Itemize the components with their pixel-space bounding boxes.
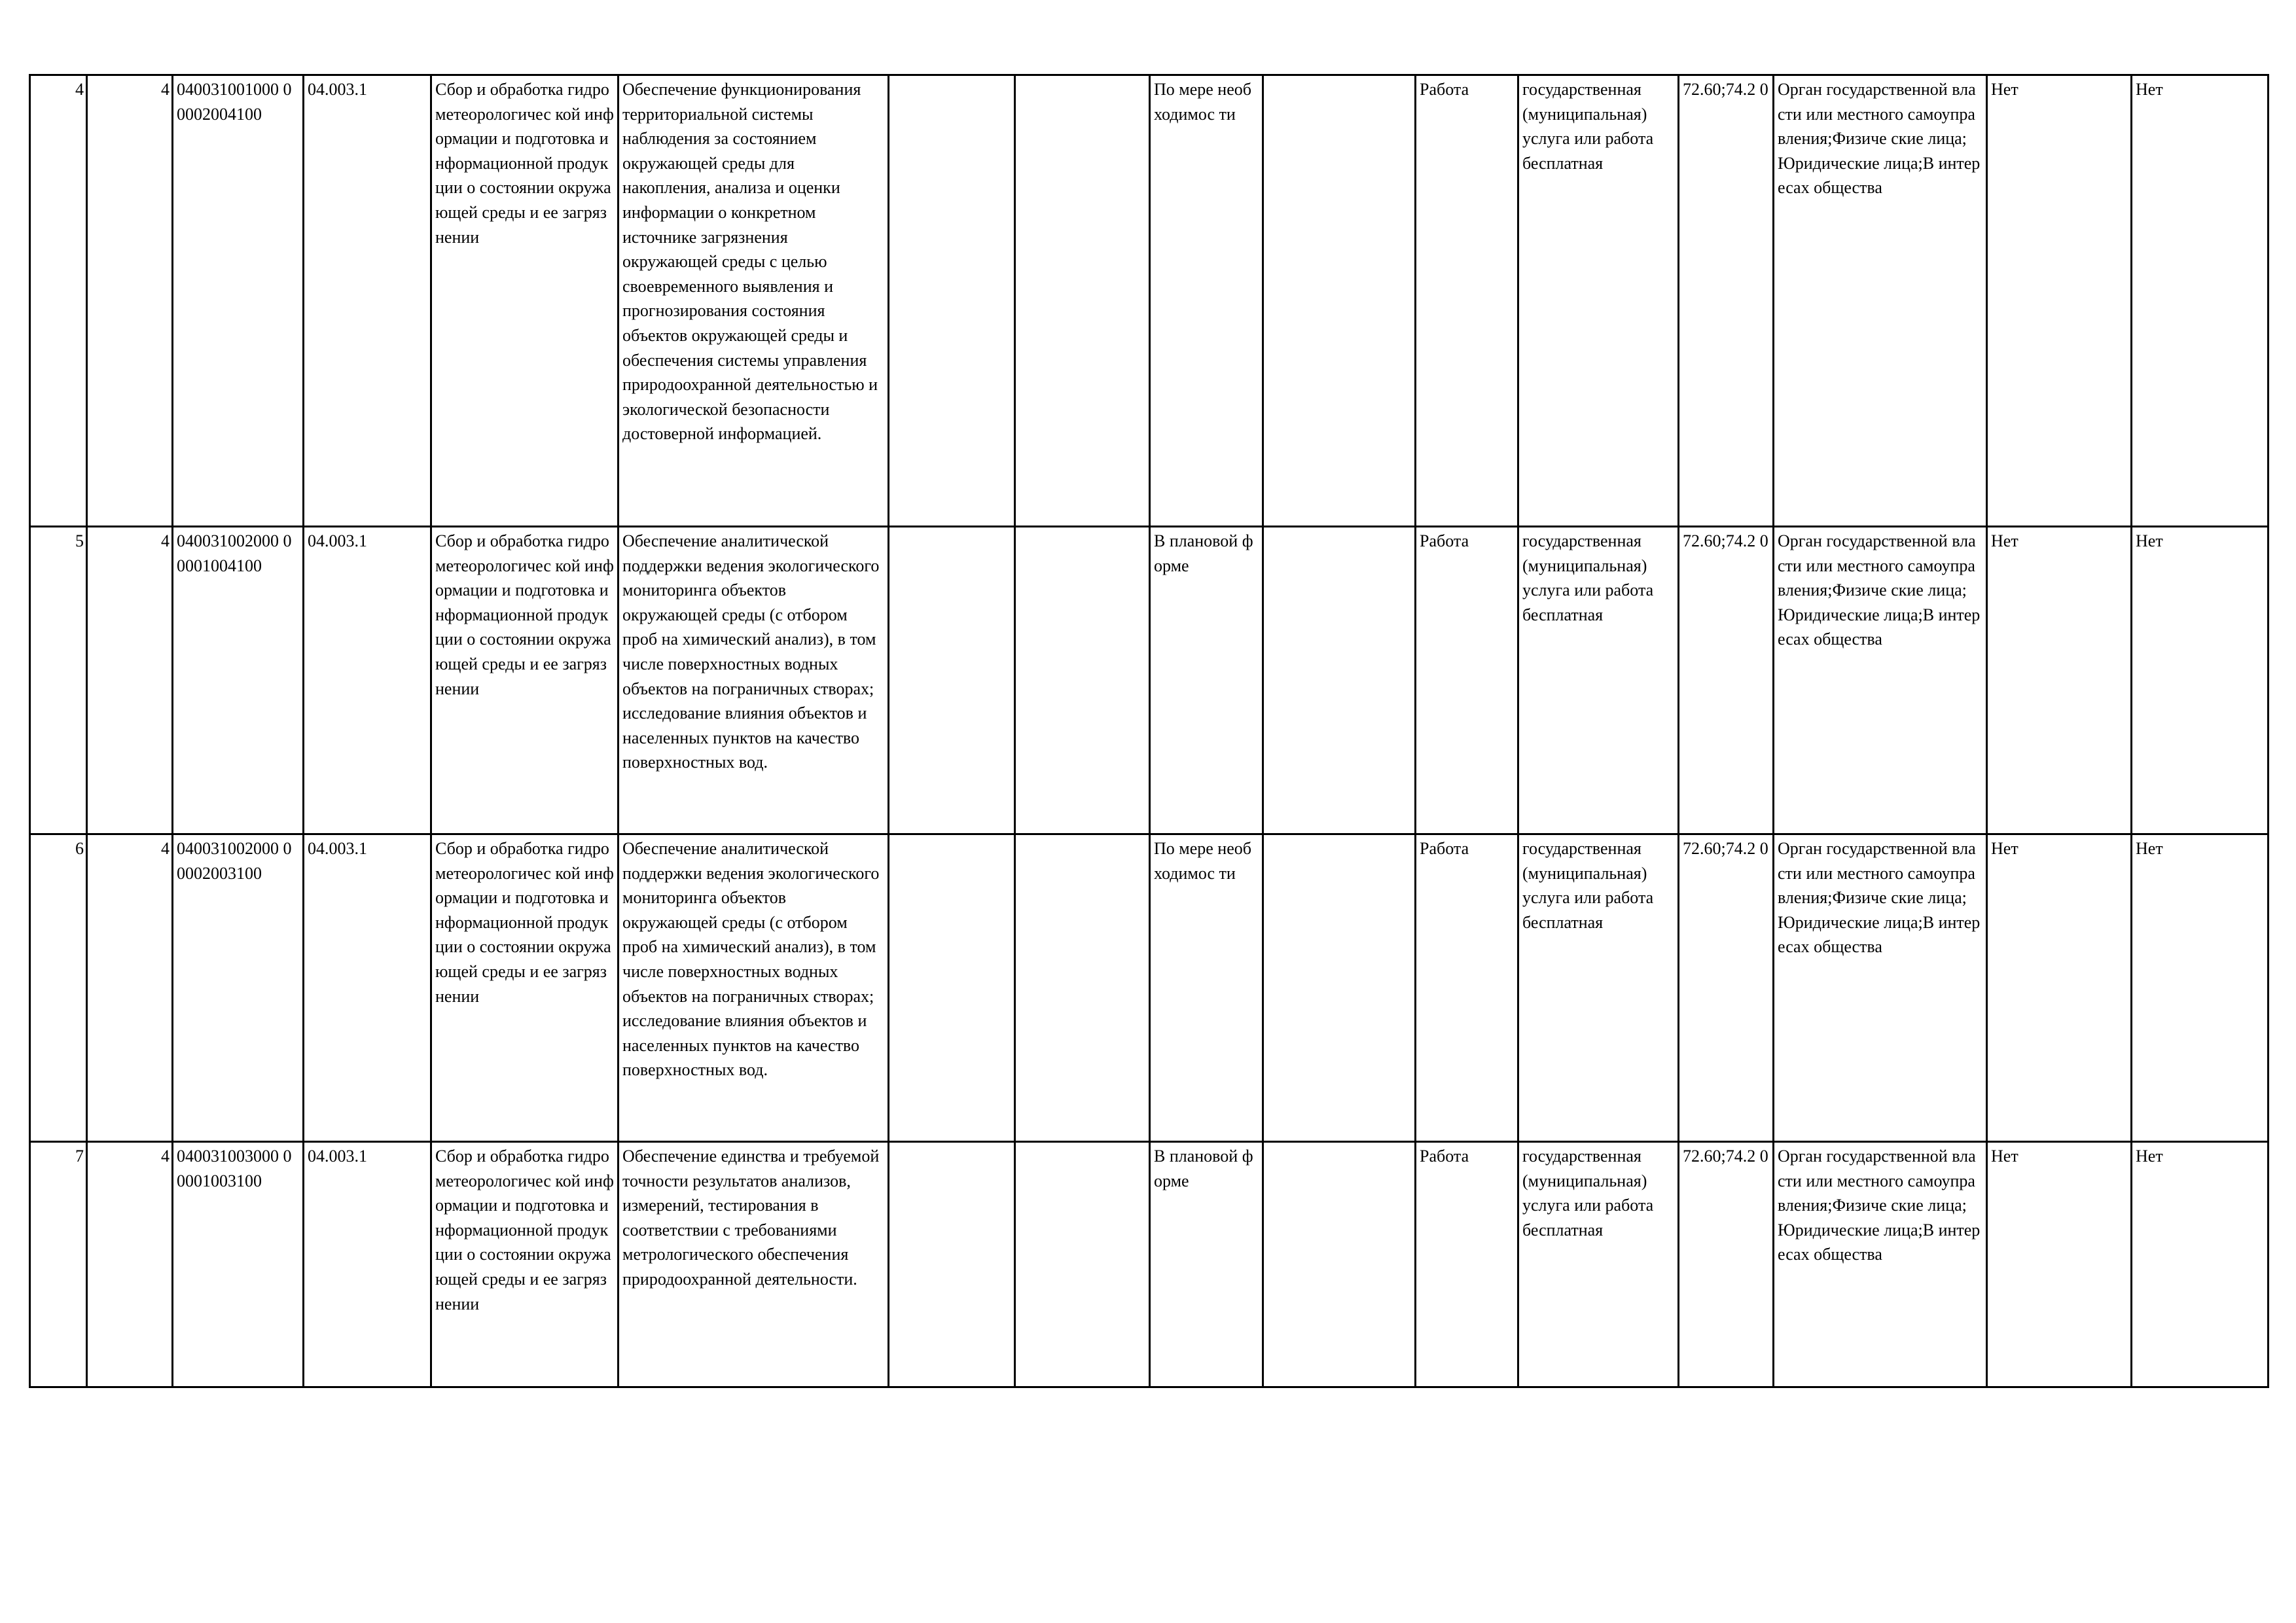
row-number: 6 xyxy=(30,834,87,1142)
service-type: Работа xyxy=(1416,834,1518,1142)
row-number: 7 xyxy=(30,1142,87,1387)
flag-cell: Нет xyxy=(2132,527,2269,834)
consumer-categories: Орган государственной власти или местного самоуправления;Физиче ские лица;Юридические лица;В интересах общества xyxy=(1774,527,1987,834)
empty-cell xyxy=(1015,834,1150,1142)
provision-form: По мере необходимос ти xyxy=(1150,75,1263,527)
provision-form: В плановой форме xyxy=(1150,1142,1263,1387)
empty-cell xyxy=(889,527,1015,834)
empty-cell xyxy=(1015,75,1150,527)
table-row xyxy=(30,1142,2269,1387)
payment-type: государственная (муниципальная) услуга или работа бесплатная xyxy=(1518,527,1679,834)
consumer-categories: Орган государственной власти или местного самоуправления;Физиче ские лица;Юридические лица;В интересах общества xyxy=(1774,1142,1987,1387)
work-content: Обеспечение функционирования территориальной системы наблюдения за состоянием окружающей среды для накопления, анализа и оценки информации о конкретном источнике загрязнения окружающей среды с целью своевременного выявления и прогнозирования состояния объектов окружающей среды и обеспечения системы управления природоохранной деятельностью и экологической безопасности достоверной информацией. xyxy=(619,75,889,527)
okved-codes: 72.60;74.2 0 xyxy=(1679,75,1774,527)
registry-number: 040031001000 00002004100 xyxy=(173,75,304,527)
empty-cell xyxy=(889,834,1015,1142)
flag-cell: Нет xyxy=(1987,834,2132,1142)
okved-codes: 72.60;74.2 0 xyxy=(1679,1142,1774,1387)
okved-codes: 72.60;74.2 0 xyxy=(1679,834,1774,1142)
section-number: 4 xyxy=(87,75,173,527)
empty-cell xyxy=(1263,527,1416,834)
payment-type: государственная (муниципальная) услуга или работа бесплатная xyxy=(1518,75,1679,527)
work-content: Обеспечение единства и требуемой точности результатов анализов, измерений, тестирования в соответствии с требованиями метрологического обеспечения природоохранной деятельности. xyxy=(619,1142,889,1387)
service-code: 04.003.1 xyxy=(304,1142,431,1387)
section-number: 4 xyxy=(87,527,173,834)
empty-cell xyxy=(1015,1142,1150,1387)
flag-cell: Нет xyxy=(2132,1142,2269,1387)
payment-type: государственная (муниципальная) услуга или работа бесплатная xyxy=(1518,1142,1679,1387)
service-code: 04.003.1 xyxy=(304,527,431,834)
services-table xyxy=(29,74,2269,1388)
service-name: Сбор и обработка гидрометеорологичес кой информации и подготовка информационной продукции о состоянии окружающей среды и ее загрязнении xyxy=(431,527,619,834)
empty-cell xyxy=(1263,1142,1416,1387)
okved-codes: 72.60;74.2 0 xyxy=(1679,527,1774,834)
consumer-categories: Орган государственной власти или местного самоуправления;Физиче ские лица;Юридические лица;В интересах общества xyxy=(1774,75,1987,527)
work-content: Обеспечение аналитической поддержки ведения экологического мониторинга объектов окружающей среды (с отбором проб на химический анализ), в том числе поверхностных водных объектов на пограничных створах; исследование влияния объектов и населенных пунктов на качество поверхностных вод. xyxy=(619,834,889,1142)
registry-number: 040031002000 00002003100 xyxy=(173,834,304,1142)
empty-cell xyxy=(889,75,1015,527)
service-name: Сбор и обработка гидрометеорологичес кой информации и подготовка информационной продукции о состоянии окружающей среды и ее загрязнении xyxy=(431,75,619,527)
empty-cell xyxy=(889,1142,1015,1387)
service-code: 04.003.1 xyxy=(304,834,431,1142)
provision-form: По мере необходимос ти xyxy=(1150,834,1263,1142)
service-name: Сбор и обработка гидрометеорологичес кой информации и подготовка информационной продукции о состоянии окружающей среды и ее загрязнении xyxy=(431,834,619,1142)
service-type: Работа xyxy=(1416,75,1518,527)
provision-form: В плановой форме xyxy=(1150,527,1263,834)
table-row xyxy=(30,75,2269,527)
work-content: Обеспечение аналитической поддержки ведения экологического мониторинга объектов окружающей среды (с отбором проб на химический анализ), в том числе поверхностных водных объектов на пограничных створах; исследование влияния объектов и населенных пунктов на качество поверхностных вод. xyxy=(619,527,889,834)
service-code: 04.003.1 xyxy=(304,75,431,527)
service-type: Работа xyxy=(1416,1142,1518,1387)
row-number: 5 xyxy=(30,527,87,834)
flag-cell: Нет xyxy=(1987,527,2132,834)
table-row xyxy=(30,834,2269,1142)
consumer-categories: Орган государственной власти или местного самоуправления;Физиче ские лица;Юридические лица;В интересах общества xyxy=(1774,834,1987,1142)
payment-type: государственная (муниципальная) услуга или работа бесплатная xyxy=(1518,834,1679,1142)
registry-number: 040031003000 00001003100 xyxy=(173,1142,304,1387)
flag-cell: Нет xyxy=(1987,1142,2132,1387)
empty-cell xyxy=(1015,527,1150,834)
empty-cell xyxy=(1263,75,1416,527)
section-number: 4 xyxy=(87,834,173,1142)
service-name: Сбор и обработка гидрометеорологичес кой информации и подготовка информационной продукции о состоянии окружающей среды и ее загрязнении xyxy=(431,1142,619,1387)
section-number: 4 xyxy=(87,1142,173,1387)
empty-cell xyxy=(1263,834,1416,1142)
row-number: 4 xyxy=(30,75,87,527)
registry-number: 040031002000 00001004100 xyxy=(173,527,304,834)
flag-cell: Нет xyxy=(2132,834,2269,1142)
service-type: Работа xyxy=(1416,527,1518,834)
flag-cell: Нет xyxy=(2132,75,2269,527)
flag-cell: Нет xyxy=(1987,75,2132,527)
table-row xyxy=(30,527,2269,834)
